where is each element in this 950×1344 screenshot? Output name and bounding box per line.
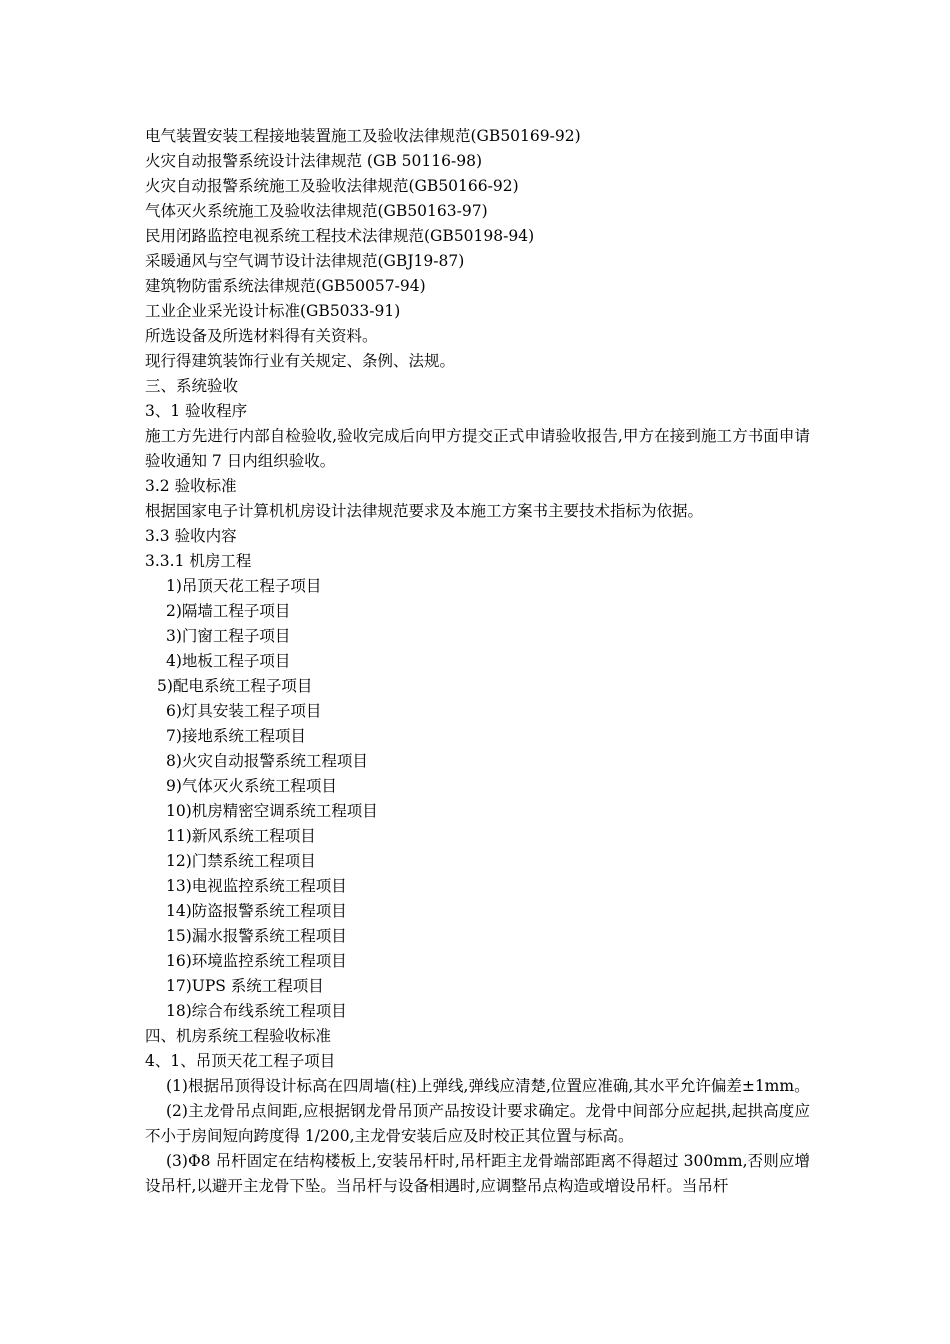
standard-item: 火灾自动报警系统施工及验收法律规范(GB50166-92) <box>145 177 519 195</box>
list-item: 8)火灾自动报警系统工程项目 <box>166 752 368 770</box>
standard-item: 火灾自动报警系统设计法律规范 (GB 50116-98) <box>145 152 482 170</box>
standard-item: 气体灭火系统施工及验收法律规范(GB50163-97) <box>145 202 488 220</box>
list-item: 16)环境监控系统工程项目 <box>166 952 347 970</box>
list-item: 6)灯具安装工程子项目 <box>166 702 322 720</box>
list-item: 3)门窗工程子项目 <box>166 627 291 645</box>
section-4-1-paragraph: (3)Φ8 吊杆固定在结构楼板上,安装吊杆时,吊杆距主龙骨端部距离不得超过 300mm,否则应增设吊杆,以避开主龙骨下坠。当吊杆与设备相遇时,应调整吊点构造或增设吊杆。当吊杆 <box>145 1152 810 1195</box>
standard-item: 所选设备及所选材料得有关资料。 <box>145 327 378 345</box>
section-4-heading: 四、机房系统工程验收标准 <box>145 1027 332 1045</box>
document-body <box>145 124 810 1199</box>
section-3-1-text: 施工方先进行内部自检验收,验收完成后向甲方提交正式申请验收报告,甲方在接到施工方书面申请验收通知 7 日内组织验收。 <box>145 427 810 470</box>
standard-item: 采暖通风与空气调节设计法律规范(GBJ19-87) <box>145 252 465 270</box>
section-4-1-paragraph: (1)根据吊顶得设计标高在四周墙(柱)上弹线,弹线应清楚,位置应准确,其水平允许偏差±1mm。 <box>166 1077 810 1095</box>
list-item: 7)接地系统工程项目 <box>166 727 306 745</box>
list-item: 17)UPS 系统工程项目 <box>166 977 324 995</box>
section-4-1-paragraph: (2)主龙骨吊点间距,应根据钢龙骨吊顶产品按设计要求确定。龙骨中间部分应起拱,起拱高度应不小于房间短向跨度得 1/200,主龙骨安装后应及时校正其位置与标高。 <box>145 1102 810 1145</box>
list-item: 9)气体灭火系统工程项目 <box>166 777 337 795</box>
list-item: 15)漏水报警系统工程项目 <box>166 927 347 945</box>
acceptance-items-list <box>145 574 810 1024</box>
section-3-2-text: 根据国家电子计算机机房设计法律规范要求及本施工方案书主要技术指标为依据。 <box>145 502 704 520</box>
standard-item: 现行得建筑装饰行业有关规定、条例、法规。 <box>145 352 456 370</box>
list-item: 4)地板工程子项目 <box>166 652 291 670</box>
section-3-heading: 三、系统验收 <box>145 377 239 395</box>
standard-item: 电气装置安装工程接地装置施工及验收法律规范(GB50169-92) <box>145 127 581 145</box>
standard-item: 民用闭路监控电视系统工程技术法律规范(GB50198-94) <box>145 227 535 245</box>
section-3-2-heading: 3.2 验收标准 <box>145 477 237 495</box>
list-item: 18)综合布线系统工程项目 <box>166 1002 347 1020</box>
standard-item: 工业企业采光设计标准(GB5033-91) <box>145 302 401 320</box>
section-3-3-1-heading: 3.3.1 机房工程 <box>145 552 252 570</box>
list-item: 11)新风系统工程项目 <box>166 827 316 845</box>
list-item: 5)配电系统工程子项目 <box>157 677 313 695</box>
list-item: 10)机房精密空调系统工程项目 <box>166 802 378 820</box>
list-item: 2)隔墙工程子项目 <box>166 602 291 620</box>
section-4-1-heading: 4、1、吊顶天花工程子项目 <box>145 1052 336 1070</box>
standards-list <box>145 124 810 374</box>
list-item: 14)防盗报警系统工程项目 <box>166 902 347 920</box>
list-item: 1)吊顶天花工程子项目 <box>166 577 322 595</box>
standard-item: 建筑物防雷系统法律规范(GB50057-94) <box>145 277 426 295</box>
section-3-3-heading: 3.3 验收内容 <box>145 527 237 545</box>
section-3-1-heading: 3、1 验收程序 <box>145 402 248 420</box>
list-item: 12)门禁系统工程项目 <box>166 852 316 870</box>
list-item: 13)电视监控系统工程项目 <box>166 877 347 895</box>
